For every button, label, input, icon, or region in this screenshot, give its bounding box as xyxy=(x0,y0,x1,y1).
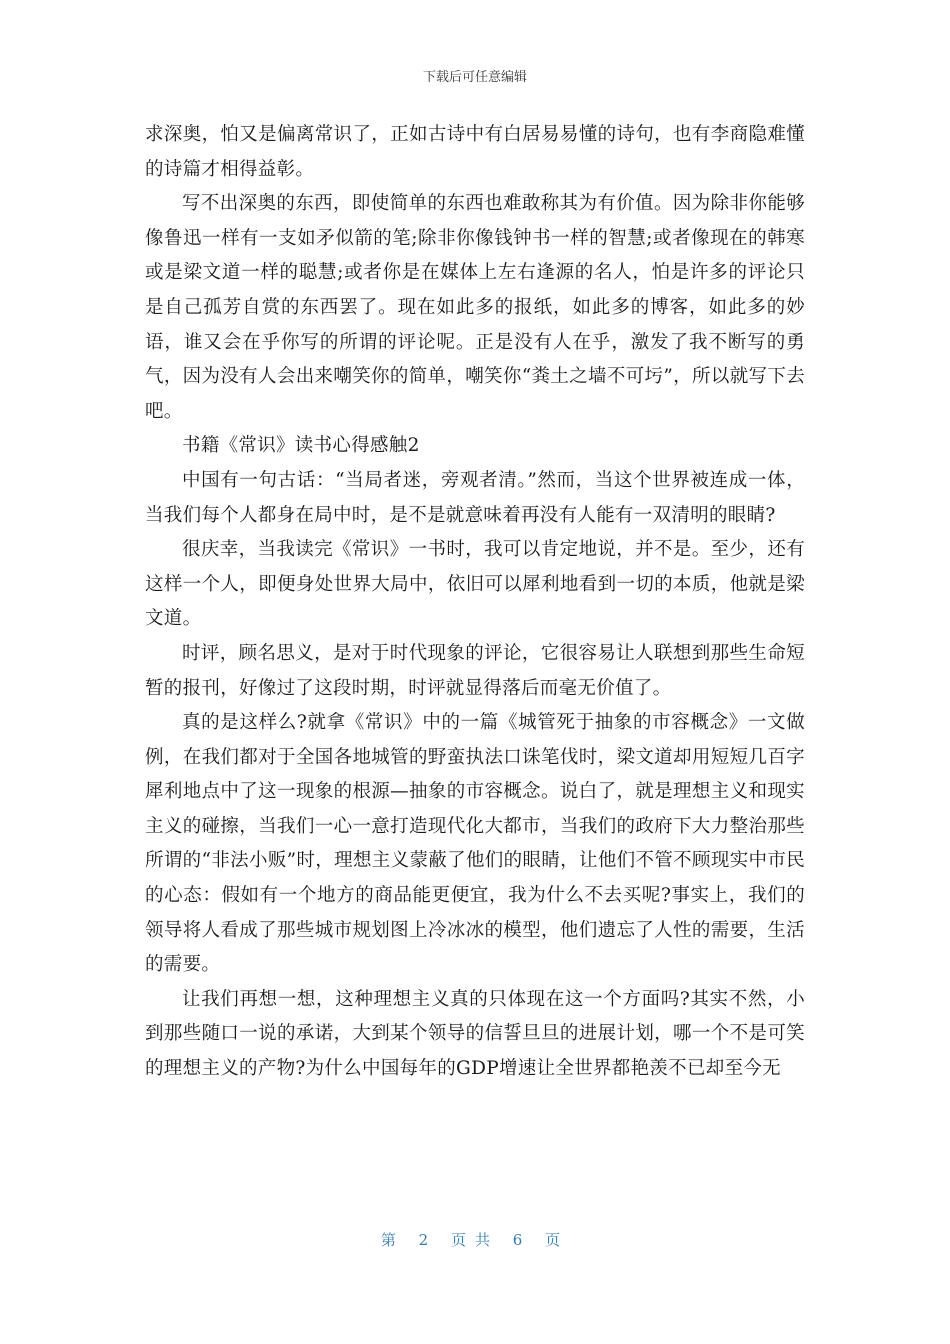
section-title: 书籍《常识》读书心得感触2 xyxy=(182,435,420,457)
document-body xyxy=(145,118,805,1087)
paragraph-3: 中国有一句古话：“当局者迷，旁观者清。”然而，当这个世界被连成一体，当我们每个人都身在局中时，是不是就意味着再没有人能有一双清明的眼睛? xyxy=(145,469,805,526)
paragraph-5: 时评，顾名思义，是对于时代现象的评论，它很容易让人联想到那些生命短暂的报刊，好像过了这段时期，时评就显得落后而毫无价值了。 xyxy=(145,642,805,699)
paragraph-2: 写不出深奥的东西，即使简单的东西也难敢称其为有价值。因为除非你能够像鲁迅一样有一支如矛似箭的笔;除非你像钱钟书一样的智慧;或者像现在的韩寒或是梁文道一样的聪慧;或者你是在媒体上左右逢源的名人，怕是许多的评论只是自己孤芳自赏的东西罢了。现在如此多的报纸，如此多的博客，如此多的妙语，谁又会在乎你写的所谓的评论呢。正是没有人在乎，激发了我不断写的勇气，因为没有人会出来嘲笑你的简单，嘲笑你“粪土之墙不可圬”，所以就写下去吧。 xyxy=(145,193,805,422)
paragraph-1: 求深奥，怕又是偏离常识了，正如古诗中有白居易易懂的诗句，也有李商隐难懂的诗篇才相得益彰。 xyxy=(145,124,805,180)
paragraph-6: 真的是这样么?就拿《常识》中的一篇《城管死于抽象的市容概念》一文做例，在我们都对于全国各地城管的野蛮执法口诛笔伐时，梁文道却用短短几百字犀利地点中了这一现象的根源—抽象的市容概念。说白了，就是理想主义和现实主义的碰擦，当我们一心一意打造现代化大都市，当我们的政府下大力整治那些所谓的“非法小贩”时，理想主义蒙蔽了他们的眼睛，让他们不管不顾现实中市民的心态：假如有一个地方的商品能更便宜，我为什么不去买呢?事实上，我们的领导将人看成了那些城市规划图上冷冰冰的模型，他们遗忘了人性的需要，生活的需要。 xyxy=(145,712,805,976)
paragraph-7: 让我们再想一想，这种理想主义真的只体现在这一个方面吗?其实不然，小到那些随口一说的承诺，大到某个领导的信誓旦旦的进展计划，哪一个不是可笑的理想主义的产物?为什么中国每年的GDP增速让全世界都艳羡不已却至今无 xyxy=(145,988,805,1080)
page-header: 下载后可任意编辑 xyxy=(422,70,527,85)
paragraph-4: 很庆幸，当我读完《常识》一书时，我可以肯定地说，并不是。至少，还有这样一个人，即便身处世界大局中，依旧可以犀利地看到一切的本质，他就是梁文道。 xyxy=(145,539,805,630)
page-number-footer: 第 2 页共 6 页 xyxy=(380,1231,570,1249)
